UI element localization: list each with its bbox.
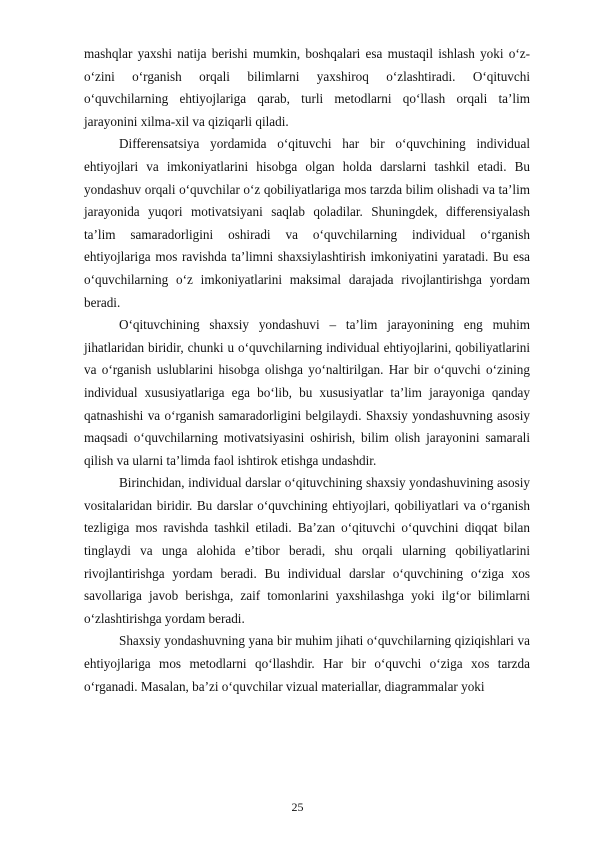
paragraph-4: Birinchidan, individual darslar o‘qituvchining shaxsiy yondashuvining asosiy vositalaridan biridir. Bu darslar o‘quvchining ehtiyojlari, qobiliyatlari va o‘rganish tezligiga mos ravishda tashkil etiladi. Ba’zan o‘qituvchi o‘quvchini diqqat bilan tinglaydi va unga alohida e’tibor beradi, shu orqali ularning qobiliyatlarini rivojlantirishga yordam beradi. Bu individual darslar o‘quvchining o‘ziga xos savollariga javob berishga, zaif tomonlarini yaxshilashga yoki ilg‘or bilimlarni o‘zlashtirishga yordam beradi. xyxy=(84,475,530,626)
document-page-text xyxy=(84,43,530,698)
page-number: 25 xyxy=(291,800,304,814)
paragraph-1: mashqlar yaxshi natija berishi mumkin, boshqalari esa mustaqil ishlash yoki o‘z-o‘zini o‘rganish orqali bilimlarni yaxshiroq o‘zlashtiradi. O‘qituvchi o‘quvchilarning ehtiyojlariga qarab, turli metodlarni qo‘llash orqali ta’lim jarayonini xilma-xil va qiziqarli qiladi. xyxy=(84,46,530,129)
paragraph-2: Differensatsiya yordamida o‘qituvchi har bir o‘quvchining individual ehtiyojlari va imkoniyatlarini hisobga olgan holda darslarni tashkil etadi. Bu yondashuv orqali o‘quvchilar o‘z qobiliyatlariga mos tarzda bilim olishadi va ta’lim jarayonida yuqori motivatsiyani saqlab qoladilar. Shuningdek, differensiyalash ta’lim samaradorligini oshiradi va o‘quvchilarning individual o‘rganish ehtiyojlariga mos ravishda ta’limni shaxsiylashtirish imkoniyatini yaratadi. Bu esa o‘quvchilarning o‘z imkoniyatlarini maksimal darajada rivojlantirishga yordam beradi. xyxy=(84,136,530,310)
paragraph-3: O‘qituvchining shaxsiy yondashuvi – ta’lim jarayonining eng muhim jihatlaridan biridir, chunki u o‘quvchilarning individual ehtiyojlarini, qobiliyatlarini va o‘rganish uslublarini hisobga olishga yo‘naltirilgan. Har bir o‘quvchi o‘zining individual xususiyatlariga ega bo‘lib, bu xususiyatlar ta’lim jarayoniga qanday qatnashishi va o‘rganish samaradorligini belgilaydi. Shaxsiy yondashuvning asosiy maqsadi o‘quvchilarning motivatsiyasini oshirish, bilim olish jarayonini samarali qilish va ularni ta’limda faol ishtirok etishga undashdir. xyxy=(84,317,530,468)
paragraph-5: Shaxsiy yondashuvning yana bir muhim jihati o‘quvchilarning qiziqishlari va ehtiyojlariga mos metodlarni qo‘llashdir. Har bir o‘quvchi o‘ziga xos tarzda o‘rganadi. Masalan, ba’zi o‘quvchilar vizual materiallar, diagrammalar yoki xyxy=(84,633,530,694)
